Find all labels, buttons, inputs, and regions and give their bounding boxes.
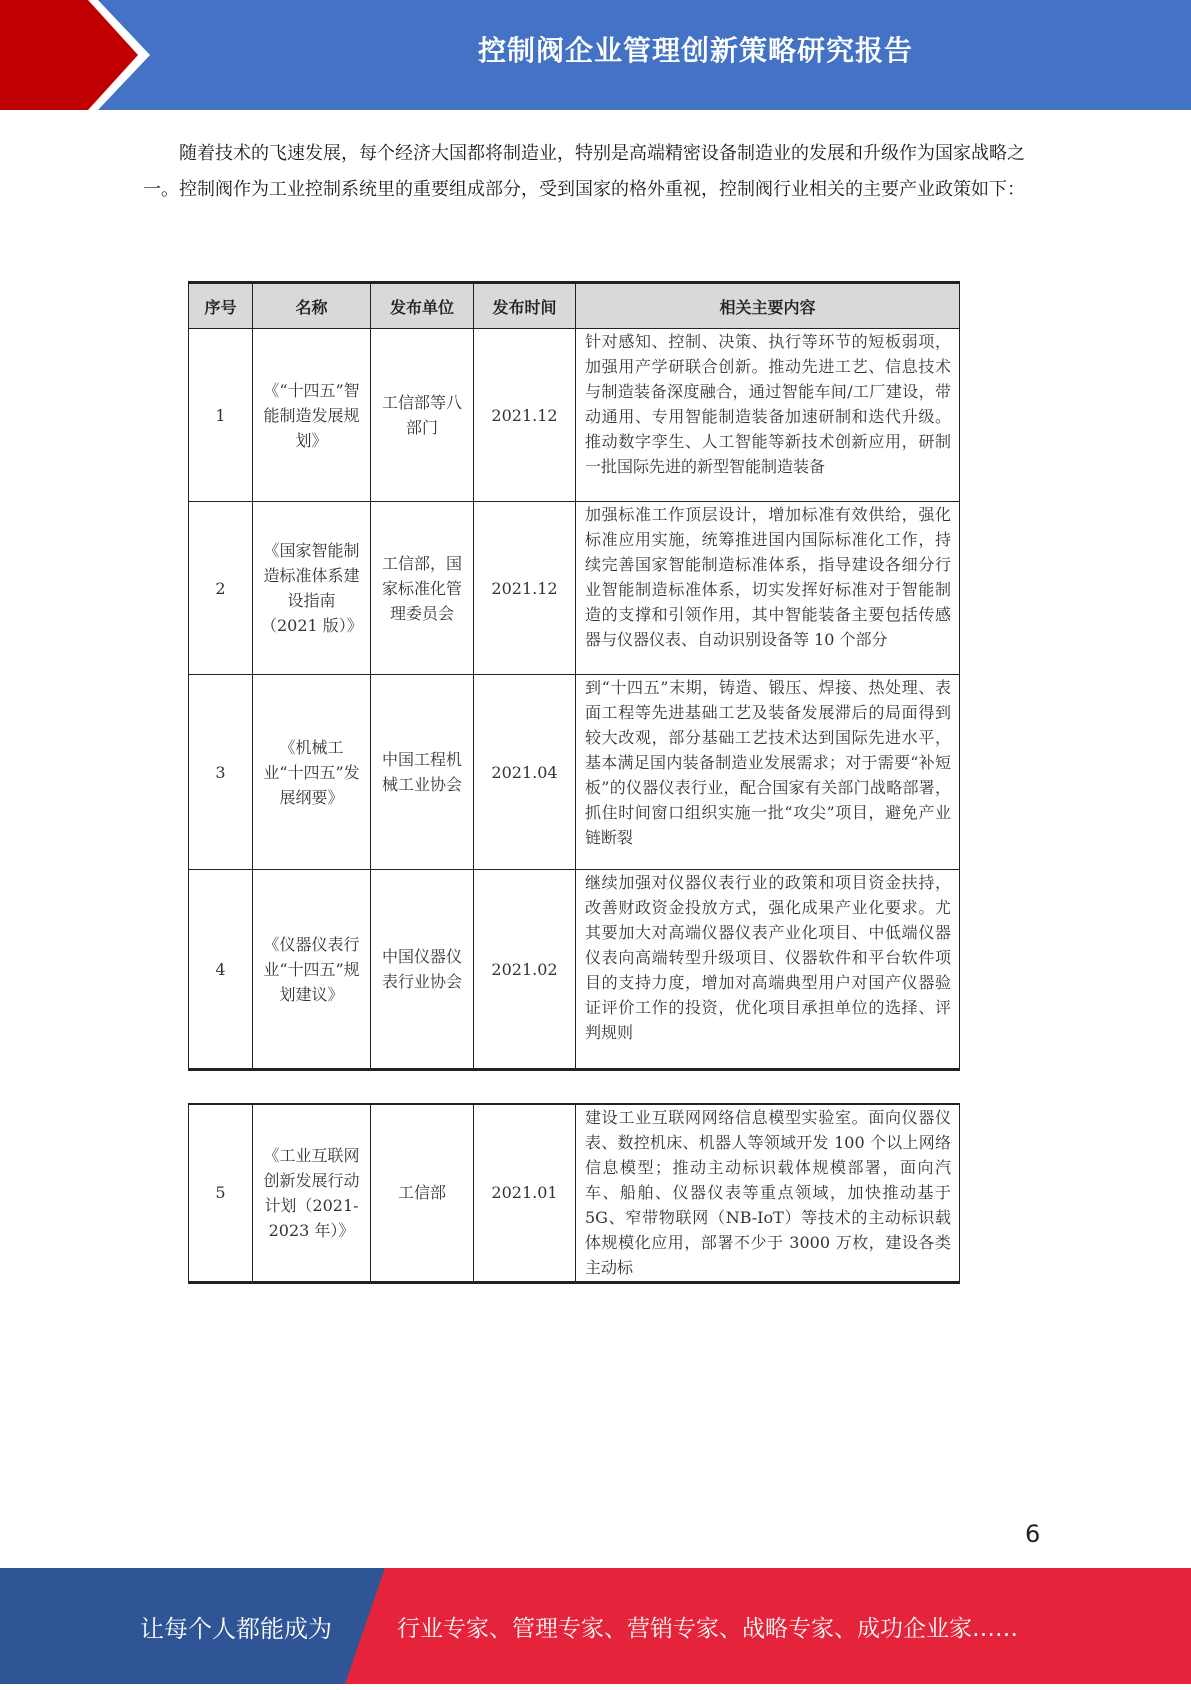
- row-date: 2021.12: [474, 329, 576, 502]
- row-issuer: 工信部: [371, 1104, 474, 1282]
- row-name: 《机械工业“十四五”发展纲要》: [253, 675, 371, 870]
- page-number: 6: [1025, 1520, 1041, 1548]
- row-name: 《仪器仪表行业“十四五”规划建议》: [253, 870, 371, 1070]
- row-name: 《工业互联网创新发展行动计划（2021-2023 年）》: [253, 1104, 371, 1282]
- report-title: 控制阀企业管理创新策略研究报告: [477, 34, 913, 67]
- row-date: 2021.04: [474, 675, 576, 870]
- intro-paragraph: 随着技术的飞速发展，每个经济大国都将制造业，特别是高端精密设备制造业的发展和升级作为国家战略之一。控制阀作为工业控制系统里的重要组成部分，受到国家的格外重视，控制阀行业相关的主要产业政策如下：: [143, 143, 1025, 200]
- row-name: 《“十四五”智能制造发展规划》: [253, 329, 371, 502]
- row-no: 1: [189, 329, 253, 502]
- header-banner: [0, 0, 1191, 110]
- row-name: 《国家智能制造标准体系建设指南（2021 版）》: [253, 502, 371, 675]
- table-row: [189, 329, 960, 502]
- table-row: [189, 1104, 960, 1282]
- column-header-no: 序号: [189, 283, 253, 329]
- row-no: 3: [189, 675, 253, 870]
- row-content: 到“十四五”末期，铸造、锻压、焊接、热处理、表面工程等先进基础工艺及装备发展滞后的局面得到较大改观，部分基础工艺技术达到国际先进水平，基本满足国内装备制造业发展需求；对于需要“补短板”的仪器仪表行业，配合国家有关部门战略部署，抓住时间窗口组织实施一批“攻尖”项目，避免产业链断裂: [576, 675, 960, 870]
- footer-slogan-left: 让每个人都能成为: [140, 1615, 332, 1643]
- column-header-issuer: 发布单位: [371, 283, 474, 329]
- row-issuer: 中国仪器仪表行业协会: [371, 870, 474, 1070]
- table-row: [189, 502, 960, 675]
- row-issuer: 工信部等八部门: [371, 329, 474, 502]
- policy-table-continued: [188, 1103, 960, 1284]
- row-issuer: 中国工程机械工业协会: [371, 675, 474, 870]
- table-row: [189, 675, 960, 870]
- row-date: 2021.12: [474, 502, 576, 675]
- policy-table: [188, 281, 960, 1071]
- row-date: 2021.01: [474, 1104, 576, 1282]
- table-header-row: [189, 283, 960, 329]
- header-chevron-icon: [0, 0, 150, 110]
- column-header-content: 相关主要内容: [576, 283, 960, 329]
- column-header-date: 发布时间: [474, 283, 576, 329]
- row-content: 继续加强对仪器仪表行业的政策和项目资金扶持，改善财政资金投放方式，强化成果产业化要求。尤其要加大对高端仪器仪表产业化项目、中低端仪器仪表向高端转型升级项目、仪器软件和平台软件项目的支持力度，增加对高端典型用户对国产仪器验证评价工作的投资，优化项目承担单位的选择、评判规则: [576, 870, 960, 1070]
- row-issuer: 工信部，国家标准化管理委员会: [371, 502, 474, 675]
- row-no: 5: [189, 1104, 253, 1282]
- row-content: 针对感知、控制、决策、执行等环节的短板弱项，加强用产学研联合创新。推动先进工艺、信息技术与制造装备深度融合，通过智能车间/工厂建设，带动通用、专用智能制造装备加速研制和迭代升级。推动数字孪生、人工智能等新技术创新应用，研制一批国际先进的新型智能制造装备: [576, 329, 960, 502]
- row-no: 4: [189, 870, 253, 1070]
- row-content: 建设工业互联网网络信息模型实验室。面向仪器仪表、数控机床、机器人等领域开发 100 个以上网络信息模型；推动主动标识载体规模部署，面向汽车、船舶、仪器仪表等重点领域，加快推动基于 5G、窄带物联网（NB-IoT）等技术的主动标识载体规模化应用，部署不少于 3000 万枚，建设各类主动标: [576, 1104, 960, 1282]
- row-date: 2021.02: [474, 870, 576, 1070]
- table-row: [189, 870, 960, 1070]
- footer-banner: [0, 1568, 1191, 1684]
- column-header-name: 名称: [253, 283, 371, 329]
- row-no: 2: [189, 502, 253, 675]
- footer-slogan-right: 行业专家、管理专家、营销专家、战略专家、成功企业家……: [397, 1616, 1018, 1642]
- row-content: 加强标准工作顶层设计，增加标准有效供给，强化标准应用实施，统筹推进国内国际标准化工作，持续完善国家智能制造标准体系，指导建设各细分行业智能制造标准体系，切实发挥好标准对于智能制造的支撑和引领作用，其中智能装备主要包括传感器与仪器仪表、自动识别设备等 10 个部分: [576, 502, 960, 675]
